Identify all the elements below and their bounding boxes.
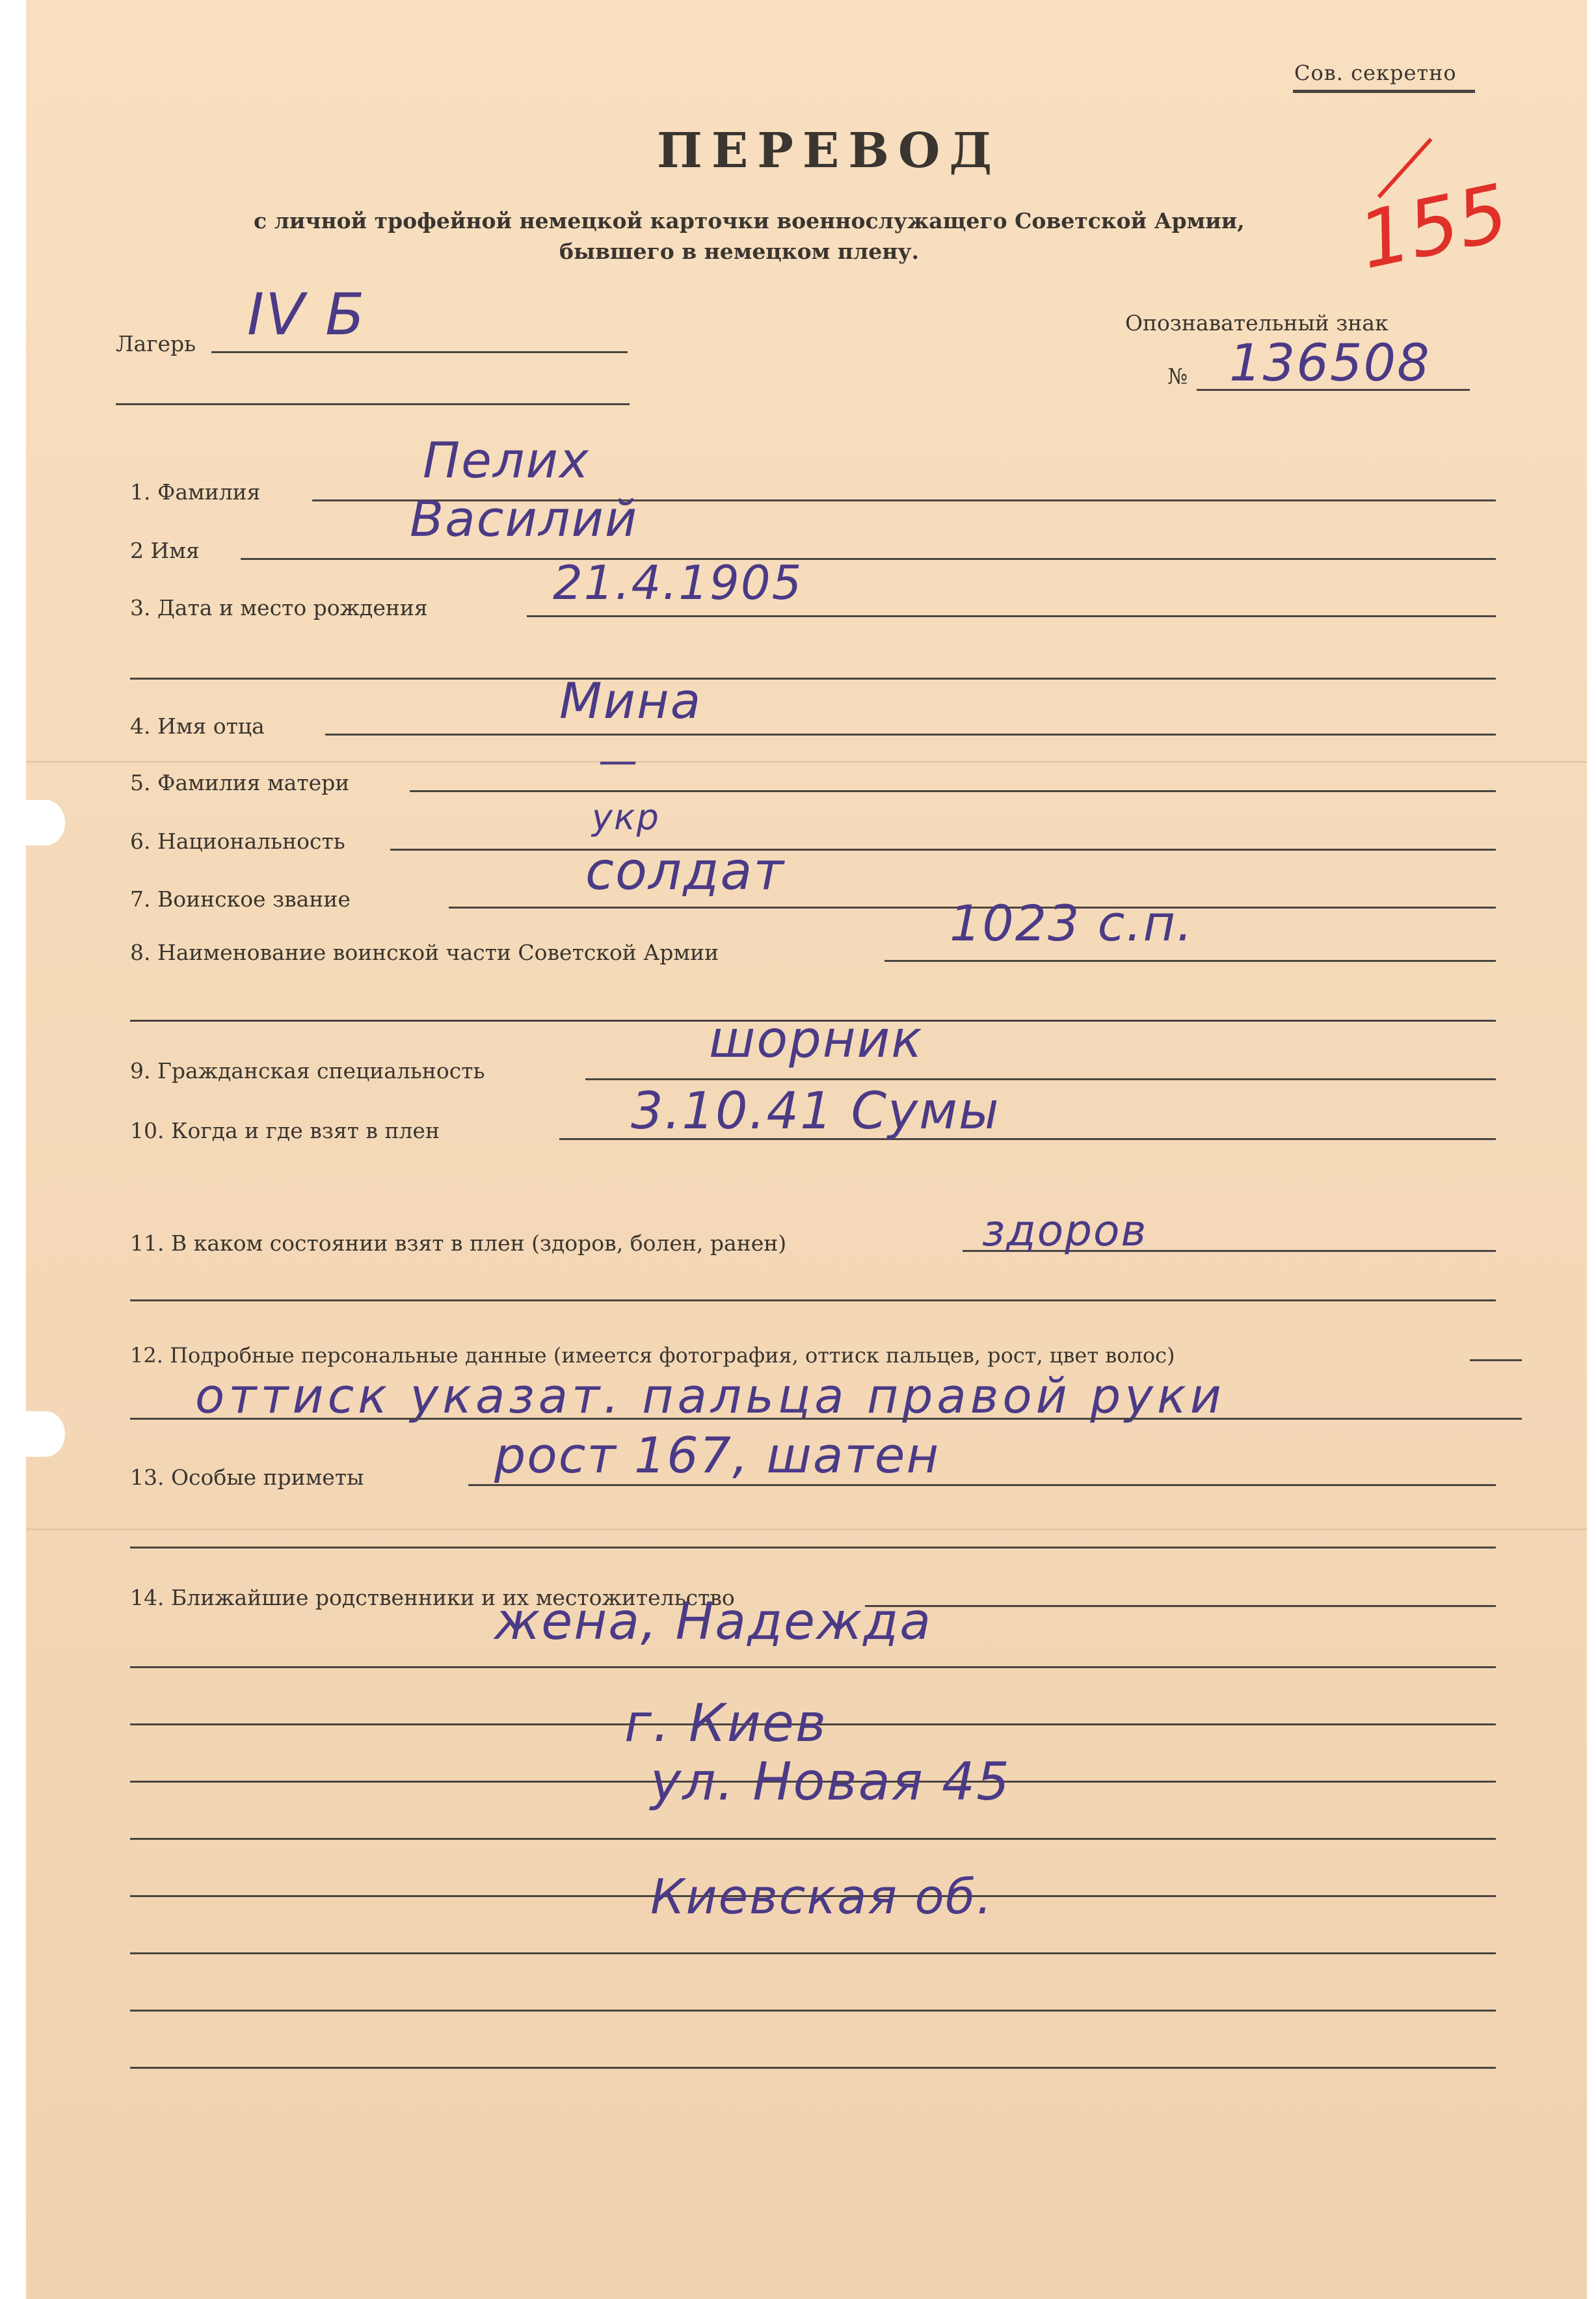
ruled-line [130,2010,1496,2012]
field-12-line [1470,1359,1522,1361]
ruled-line [130,1952,1496,1954]
document-title: ПЕРЕВОД [657,123,1002,179]
field-13-line-2 [130,1547,1496,1548]
ruled-line [130,1666,1496,1668]
field-8-label: 8. Наименование воинской части Советской Армии [130,940,719,965]
field-5-value: — [598,738,639,784]
field-11-line-2 [130,1299,1496,1301]
field-6-line [390,849,1496,851]
field-5-label: 5. Фамилия матери [130,770,350,795]
id-mark-number-label: № [1167,364,1188,389]
field-7-value: солдат [585,841,785,901]
field-12-label: 12. Подробные персональные данные (имеется фотография, оттиск пальцев, рост, цвет волос) [130,1343,1175,1368]
field-3-line-2 [130,678,1496,680]
field-14-value-line2: г. Киев [624,1693,828,1753]
field-3-label: 3. Дата и место рождения [130,595,428,620]
punch-hole [26,800,65,845]
field-2-value: Василий [410,490,639,548]
field-10-label: 10. Когда и где взят в плен [130,1118,440,1143]
field-14-value-line1: жена, Надежда [494,1593,933,1651]
field-12-value: оттиск указат. пальца правой руки [195,1368,1225,1424]
camp-line-2 [116,403,630,405]
id-mark-value: 136508 [1229,334,1431,393]
field-4-label: 4. Имя отца [130,713,265,739]
ruled-line [130,2067,1496,2069]
red-handwritten-mark: 155 [1351,167,1516,287]
field-1-label: 1. Фамилия [130,479,261,505]
fold-crease [26,1528,1587,1530]
field-14-label: 14. Ближайшие родственники и их местожительство [130,1585,735,1610]
ruled-line [130,1838,1496,1840]
field-1-value: Пелих [423,431,590,489]
classification-underline [1293,90,1475,93]
field-14-value-line4: Киевская об. [650,1869,993,1925]
field-11-value: здоров [982,1206,1148,1256]
field-8-line [884,960,1496,962]
field-2-label: 2 Имя [130,538,200,563]
field-8-value: 1023 с.п. [950,894,1194,952]
field-13-value: рост 167, шатен [494,1426,940,1484]
field-14-line [865,1605,1496,1607]
classification-stamp: Сов. секретно [1294,60,1457,85]
field-7-label: 7. Воинское звание [130,886,351,912]
field-9-line [585,1078,1496,1080]
field-12-line-2 [130,1418,1522,1420]
camp-line [211,351,628,353]
field-4-value: Мина [559,672,702,730]
field-3-line [527,615,1496,617]
document-sheet [26,0,1587,2299]
field-2-line [241,558,1496,560]
id-mark-label: Опознавательный знак [1125,310,1389,336]
field-9-value: шорник [709,1011,924,1069]
field-6-value: укр [592,797,660,838]
field-13-line [468,1484,1496,1486]
fold-crease [26,761,1587,763]
field-9-label: 9. Гражданская специальность [130,1058,485,1083]
field-6-label: 6. Национальность [130,829,345,854]
field-10-value: 3.10.41 Сумы [631,1082,1000,1141]
camp-value: IV Б [247,281,366,348]
field-13-label: 13. Особые приметы [130,1465,364,1490]
camp-label: Лагерь [116,331,196,356]
field-3-value: 21.4.1905 [553,555,803,610]
field-11-label: 11. В каком состоянии взят в плен (здоров, болен, ранен) [130,1230,787,1256]
document-subtitle-line1: с личной трофейной немецкой карточки военнослужащего Советской Армии, [254,208,1245,233]
field-14-value-line3: ул. Новая 45 [650,1751,1011,1812]
document-subtitle-line2: бывшего в немецком плену. [559,239,919,264]
field-4-line [325,734,1496,736]
field-5-line [410,790,1496,792]
punch-hole [26,1411,65,1457]
